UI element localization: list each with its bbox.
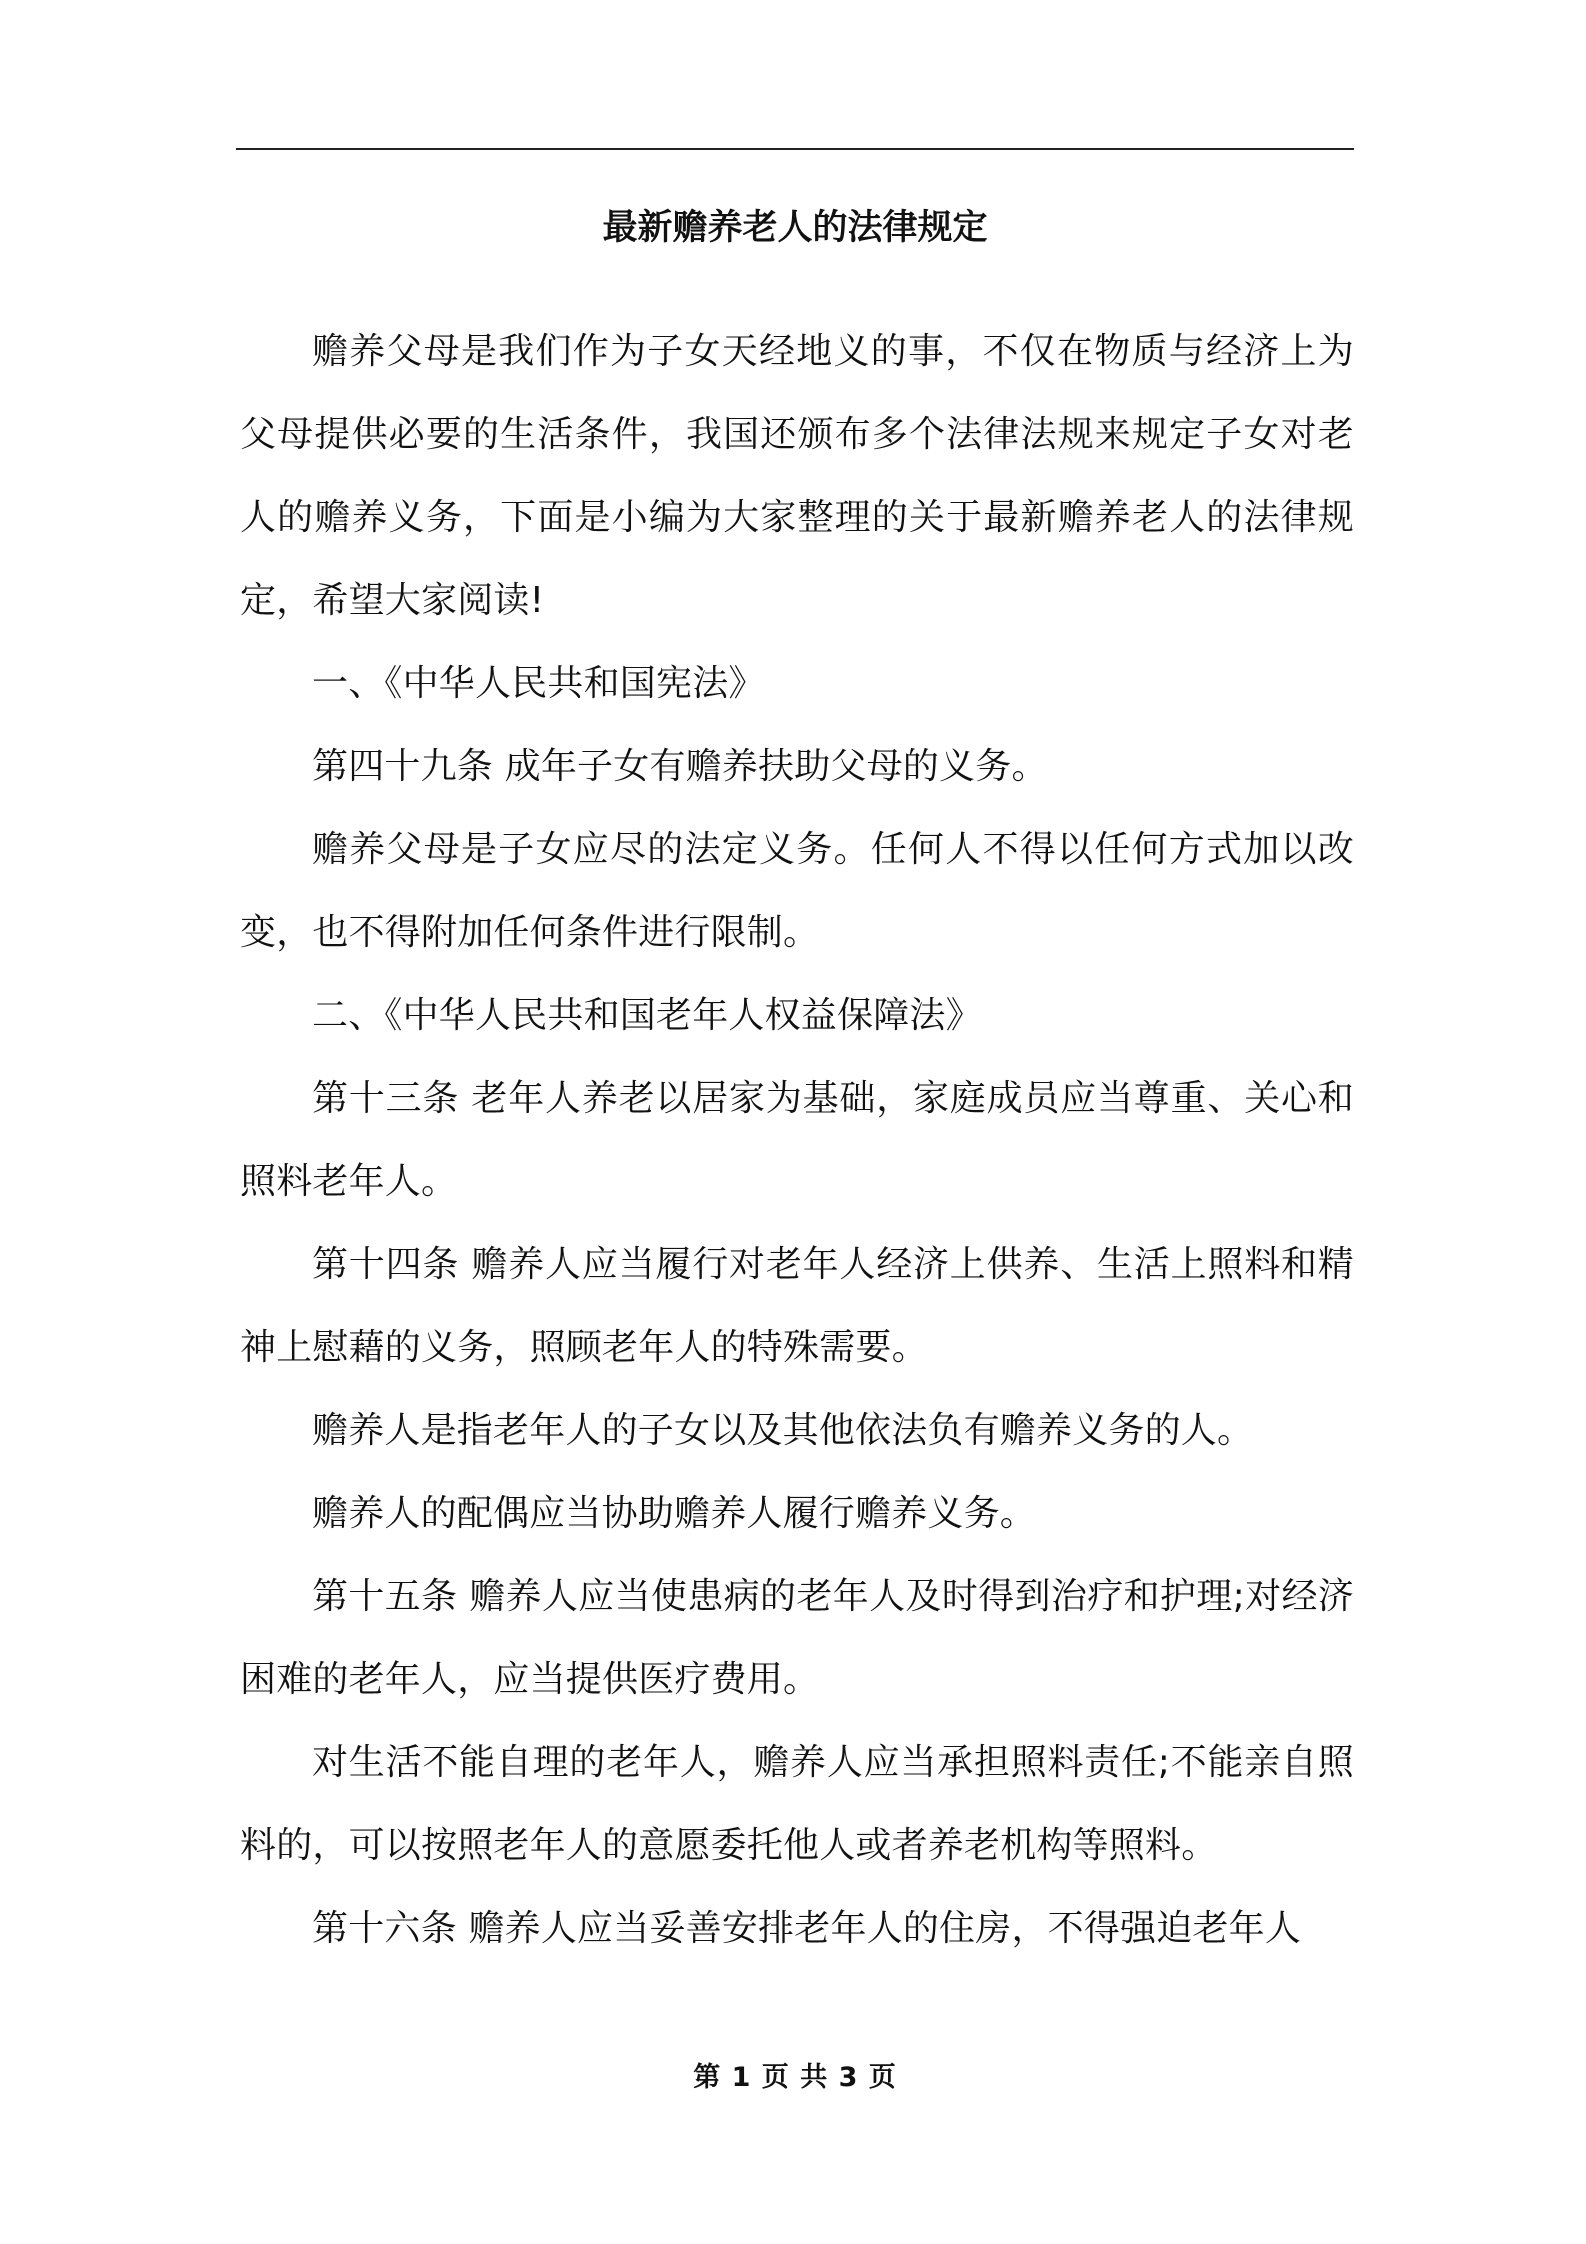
article-13: 第十三条 老年人养老以居家为基础，家庭成员应当尊重、关心和照料老年人。 [240, 1078, 1354, 1202]
page-number-footer: 第 1 页 共 3 页 [693, 2062, 897, 2093]
article-49: 第四十九条 成年子女有赡养扶助父母的义务。 [312, 746, 1048, 787]
paragraph-intro: 赡养父母是我们作为子女天经地义的事，不仅在物质与经济上为父母提供必要的生活条件，我国还颁布多个法律法规来规定子女对老人的赡养义务，下面是小编为大家整理的关于最新赡养老人的法律规定，希望大家阅读! [240, 331, 1354, 621]
paragraph-supporter-definition: 赡养人是指老年人的子女以及其他依法负有赡养义务的人。 [312, 1410, 1254, 1451]
section-heading-constitution: 一、《中华人民共和国宪法》 [312, 663, 765, 704]
document-body [240, 310, 1354, 1970]
section-heading-elderly-rights-law: 二、《中华人民共和国老年人权益保障法》 [312, 995, 982, 1036]
paragraph-legal-duty: 赡养父母是子女应尽的法定义务。任何人不得以任何方式加以改变，也不得附加任何条件进行限制。 [240, 829, 1354, 953]
paragraph-spouse-duty: 赡养人的配偶应当协助赡养人履行赡养义务。 [312, 1493, 1037, 1534]
article-16: 第十六条 赡养人应当妥善安排老年人的住房，不得强迫老年人 [312, 1908, 1302, 1949]
header-rule [236, 148, 1354, 150]
paragraph-care-duty: 对生活不能自理的老年人，赡养人应当承担照料责任;不能亲自照料的，可以按照老年人的意愿委托他人或者养老机构等照料。 [240, 1742, 1354, 1866]
article-14: 第十四条 赡养人应当履行对老年人经济上供养、生活上照料和精神上慰藉的义务，照顾老年人的特殊需要。 [240, 1244, 1354, 1368]
article-15: 第十五条 赡养人应当使患病的老年人及时得到治疗和护理;对经济困难的老年人，应当提供医疗费用。 [240, 1576, 1354, 1700]
document-title: 最新赡养老人的法律规定 [602, 208, 988, 248]
